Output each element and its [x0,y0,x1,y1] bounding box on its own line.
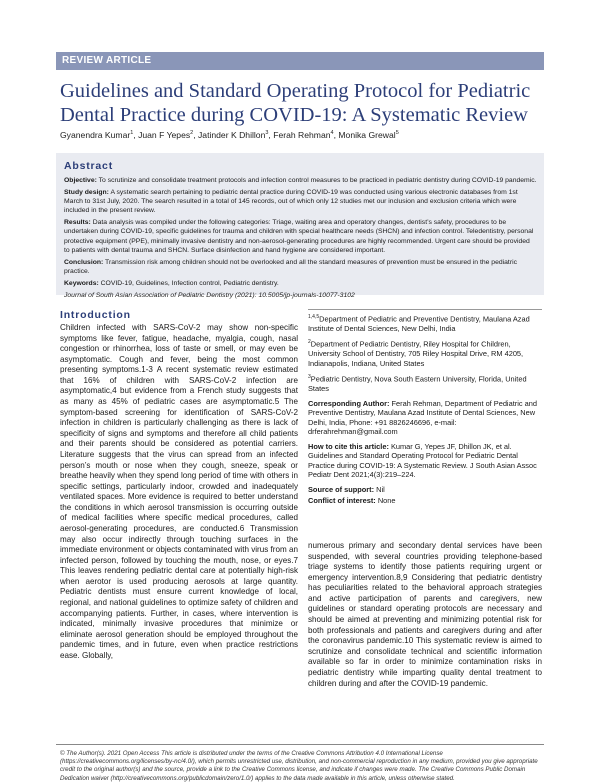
introduction-left-column: Children infected with SARS-CoV-2 may show non-specific symptoms like fever, fatigue, headache, myalgia, cough, nasal congestion or rhinorrhea, loss of taste or smell, or may even be asymptomatic. Cough and fever, being the most common presenting symptoms.1-3 A recent systematic review estimated that 16% of children with SARS-CoV-2 infection are asymptomatic,4 but evidence from a French study suggests that as many as 45% of pediatric cases are asymptomatic.5 The symptom-based screening for identification of SARS-CoV-2 infection in children is particularly challenging as there is lack of specificity of signs and symptoms and therefore all child patients and their parents should be considered as potential carriers. Literature suggests that the virus can spread from an infected person’s mouth or nose when they cough, sneeze, speak or breathe heavily when they spend long period of time with others in specific settings, particularly indoor, crowded and inadequately ventilated spaces. More evidence is required to better understand the conditions in which aerosol transmission is occurring outside of medical facilities where specific medical procedures, called aerosol-generating procedures, are conducted.6 Transmission may also occur indirectly through touching surfaces in the immediate environment or objects contaminated with virus from an infected person, followed by touching the mouth, nose, or eyes.7 This leaves rendering pediatric dental care at potentially high-risk when aerotor is used producing aerosols at large quantity. Pediatric dentists must ensure current knowledge of local, regional, and national guidelines to optimize safety of children and accompanying patients. Further, in cases, where intervention is indicated, minimally invasive procedures that minimize or eliminate aerosol generation should be employed throughout the pandemic times, and in future, even when practice restrictions ease. Globally, [60,323,298,660]
abstract-keywords: Keywords: COVID-19, Guidelines, Infection control, Pediatric dentistry. [64,279,279,287]
author-name: Monika Grewal [338,130,396,140]
affiliation: $^2$Department of Pediatric Dentistry, Riley Hospital for Children, University School of Dentistry, 705 Riley Hospital Drive, RM 4205, Indianapolis, Indiana, United States [308,339,524,368]
abstract-box [56,153,544,300]
license-footer: © The Author(s). 2021 Open Access This article is distributed under the terms of the Creative Commons Attribution 4.0 International License (https://creativecommons.org/licenses/by-nc/4.0/), which permits unrestricted use, distribution, and non-commercial reproduction in any medium, provided you give appropriate credit to the original author(s) and the source, provide a link to the Creative Commons license, and indicate if changes were made. The Creative Commons Public Domain Dedication waiver (http://creativecommons.org/publicdomain/zero/1.0/) applies to the data made available in this article, unless otherwise stated. [60,750,538,782]
how-to-cite: How to cite this article: Kumar G, Yepes JF, Dhillon JK, et al. Guidelines and Standard Operating Protocol for Pediatric Dental Practice during COVID-19: A Systematic Review. J South Asian Assoc Pediatr Dent 2021;4(3):219–224. [308,441,537,480]
footer-divider [56,744,544,745]
affiliation-divider [308,309,542,310]
abstract-heading: Abstract [64,160,113,172]
author-name: Gyanendra Kumar [60,130,131,140]
abstract-results: Results: Data analysis was compiled under the following categories: Triage, waiting area and operatory changes, dentist’s safety, procedures to be undertaken during COVID-19, specific guidelines for trauma and children with special healthcare needs (SHCN) and infection control. Teledentistry, personal protective equipment (PPE), minimally invasive dentistry and non-aerosol-generating procedures are highly recommended. Urgent care should be provided to patients with dental trauma and SHCN. Surface disinfection and hand hygiene are considered important. [64,219,534,254]
abstract-objective: Objective: To scrutinize and consolidate treatment protocols and infection control measures to be practiced in pediatric dentistry during COVID-19 pandemic. [64,177,537,184]
source-of-support: Source of support: Nil [308,484,385,494]
journal-citation: Journal of South Asian Association of Pediatric Dentistry (2021): 10.5005/jp-journals-10077-3102 [64,292,355,300]
author-name: Jatinder K Dhillon [198,130,266,140]
article-type-banner [56,52,544,70]
affiliation: $^3$Pediatric Dentistry, Nova South Eastern University, Florida, United States [308,374,527,394]
introduction-heading: Introduction [60,309,131,321]
article-title: Guidelines and Standard Operating Protocol for Pediatric Dental Practice during COVID-19: A Systematic Review [60,80,531,126]
author-name: Ferah Rehman [273,130,331,140]
affiliation: $^{1,4,5}$Department of Pediatric and Preventive Dentistry, Maulana Azad Institute of Dental Sciences, New Delhi, India [308,314,530,333]
corresponding-author: Corresponding Author: Ferah Rehman, Department of Pediatric and Preventive Dentistry, Maulana Azad Institute of Dental Sciences, New Delhi, India, Phone: +91 8826246696, e-mail: drferahrehman@gmail.com [308,398,537,437]
abstract-conclusion: Conclusion: Transmission risk among children should not be overlooked and all the standard measures of prevention must be ensured in the pediatric practice. [64,258,517,275]
author-list: Gyanendra Kumar$^1$, Juan F Yepes$^2$, Jatinder K Dhillon$^3$, Ferah Rehman$^4$, Monika Grewal$^5$ [60,130,399,140]
conflict-of-interest: Conflict of interest: None [308,496,396,506]
article-type-label: REVIEW ARTICLE [62,55,152,66]
abstract-design: Study design: A systematic search pertaining to pediatric dental practice during COVID-19 was conducted using various electronic databases from 1st March to 31st July, 2020. The search resulted in a total of 145 records, out of which only 12 studies met our inclusion and exclusion criteria which were included in the present review. [64,189,518,215]
affiliations-block [308,313,542,511]
introduction-right-column: numerous primary and secondary dental services have been suspended, with several countries providing telephone-based triage systems to identify those patients requiring urgent or emergency intervention.8,9 Considering that pediatric dentistry has peculiarities related to the behavioral approach strategies and active participation of parents and caregivers, new guidelines or standard operating protocols are necessary and should be aimed at preventing and minimizing potential risk for both professionals and patients and caregivers during and after the coronavirus pandemic.10 This systematic review is aimed to scrutinize and consolidate technical and scientific information available so far in order to minimize contamination risks in pediatric dentistry while imparting quality dental treatment to children during and after the COVID-19 pandemic. [308,541,542,688]
author-name: Juan F Yepes [138,130,191,140]
